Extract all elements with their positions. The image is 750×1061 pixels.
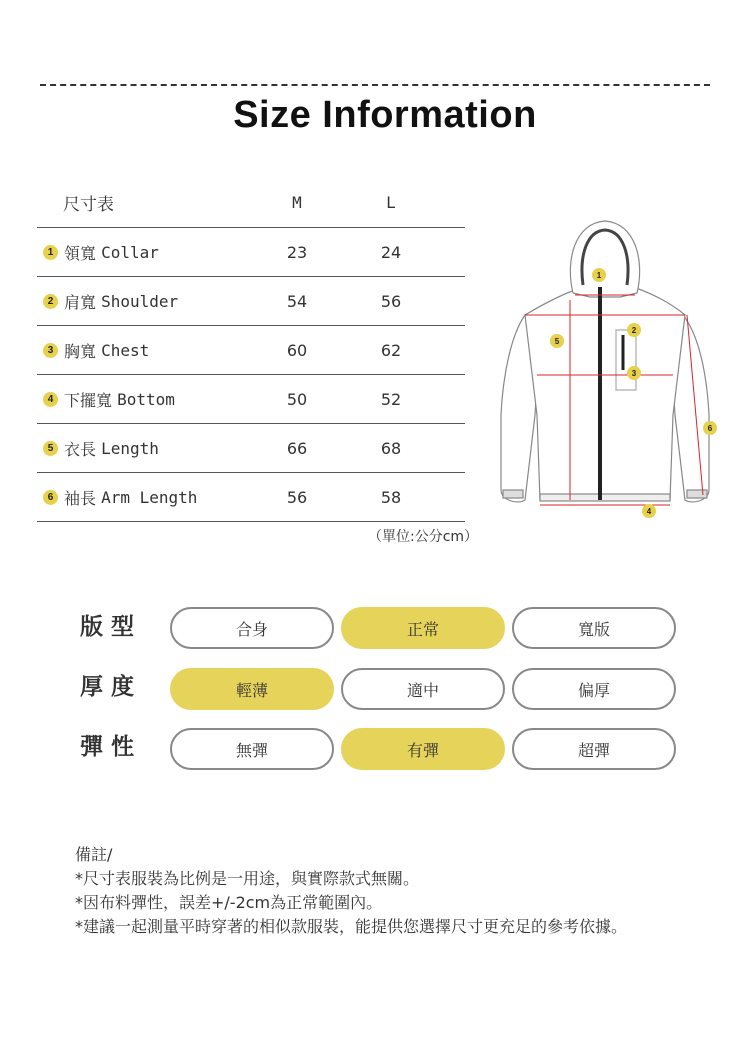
svg-text:3: 3 (631, 369, 637, 378)
marker-2 (627, 323, 641, 337)
row-en: Arm Length (101, 487, 198, 507)
stretch-option-stretch[interactable]: 有彈 (341, 728, 505, 770)
svg-text:4: 4 (646, 507, 652, 516)
marker-badge: 2 (43, 294, 58, 309)
fit-option-loose[interactable]: 寬版 (512, 607, 676, 649)
row-en: Bottom (117, 389, 175, 409)
hem-band (540, 494, 670, 501)
marker-badge: 3 (43, 343, 58, 358)
fit-option-fitted[interactable]: 合身 (170, 607, 334, 649)
table-row (37, 473, 465, 522)
table-header (37, 178, 465, 228)
value-l: 24 (380, 242, 402, 262)
jacket-body (525, 287, 685, 500)
row-en: Collar (101, 242, 159, 262)
value-m: 56 (286, 487, 308, 507)
size-table (37, 178, 465, 522)
stretch-option-super[interactable]: 超彈 (512, 728, 676, 770)
thickness-option-thin[interactable]: 輕薄 (170, 668, 334, 710)
row-en: Shoulder (101, 291, 179, 311)
marker-5 (550, 334, 564, 348)
marker-badge: 1 (43, 245, 58, 260)
header-m: M (292, 193, 302, 212)
value-m: 50 (286, 389, 308, 409)
note-line: *尺寸表服裝為比例是一用途，與實際款式無關。 (75, 869, 420, 888)
table-row (37, 277, 465, 326)
row-en: Length (101, 438, 159, 458)
row-zh: 下擺寬 (64, 390, 113, 410)
thickness-option-thick[interactable]: 偏厚 (512, 668, 676, 710)
attr-label-thickness: 厚度 (80, 674, 142, 700)
value-l: 52 (380, 389, 402, 409)
value-l: 56 (380, 291, 402, 311)
value-m: 23 (286, 242, 308, 262)
notes (75, 843, 627, 939)
row-zh: 袖長 (64, 488, 97, 508)
svg-text:5: 5 (554, 337, 560, 346)
marker-4 (642, 504, 656, 518)
attr-label-fit: 版型 (80, 614, 142, 640)
stretch-option-none[interactable]: 無彈 (170, 728, 334, 770)
value-l: 68 (380, 438, 402, 458)
table-row (37, 228, 465, 277)
header-label: 尺寸表 (63, 195, 114, 215)
fit-option-regular[interactable]: 正常 (341, 607, 505, 649)
value-m: 60 (286, 340, 308, 360)
svg-text:2: 2 (631, 326, 637, 335)
attr-label-stretch: 彈性 (80, 734, 142, 760)
header-l: L (386, 193, 396, 212)
table-row (37, 375, 465, 424)
value-m: 66 (286, 438, 308, 458)
notes-heading: 備註/ (75, 845, 113, 864)
value-l: 58 (380, 487, 402, 507)
marker-badge: 5 (43, 441, 58, 456)
value-m: 54 (286, 291, 308, 311)
jacket-diagram (495, 215, 725, 520)
svg-text:1: 1 (596, 271, 602, 280)
row-zh: 胸寬 (64, 341, 97, 361)
marker-badge: 4 (43, 392, 58, 407)
marker-3 (627, 366, 641, 380)
row-en: Chest (101, 340, 150, 360)
marker-6 (703, 421, 717, 435)
row-zh: 肩寬 (64, 292, 97, 312)
dashed-divider (40, 84, 710, 86)
jacket-hood (570, 221, 639, 297)
table-row (37, 326, 465, 375)
table-row (37, 424, 465, 473)
page-title: Size Information (233, 94, 537, 136)
svg-text:6: 6 (707, 424, 713, 433)
marker-badge: 6 (43, 490, 58, 505)
marker-1 (592, 268, 606, 282)
thickness-option-medium[interactable]: 適中 (341, 668, 505, 710)
note-line: *因布料彈性，誤差+/-2cm為正常範圍內。 (75, 893, 383, 912)
row-zh: 衣長 (64, 439, 97, 459)
row-zh: 領寬 (64, 243, 97, 263)
value-l: 62 (380, 340, 402, 360)
note-line: *建議一起測量平時穿著的相似款服裝，能提供您選擇尺寸更充足的參考依據。 (75, 917, 628, 936)
unit-note: （單位:公分cm） (368, 529, 479, 545)
